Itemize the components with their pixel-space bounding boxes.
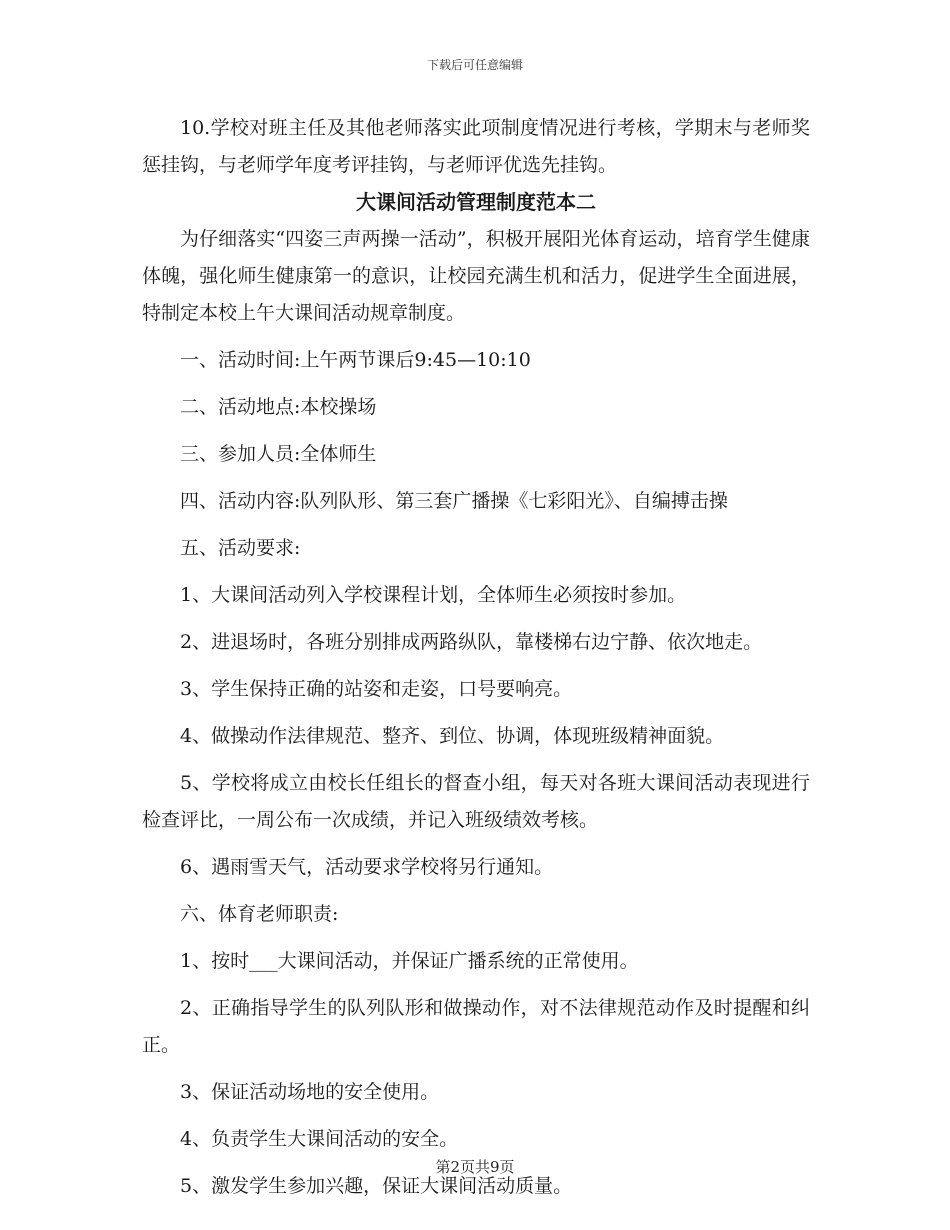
- page-header-note: 下载后可任意编辑: [426, 58, 523, 72]
- body-paragraph: 一、活动时间:上午两节课后9:45—10:10: [180, 349, 531, 371]
- body-paragraph: 2、正确指导学生的队列队形和做操动作，对不法律规范动作及时提醒和纠正。: [142, 997, 810, 1056]
- body-paragraph: 二、活动地点:本校操场: [180, 396, 377, 418]
- body-paragraph: 1、大课间活动列入学校课程计划，全体师生必须按时参加。: [180, 584, 687, 606]
- body-paragraph: 1、按时___大课间活动，并保证广播系统的正常使用。: [180, 950, 639, 972]
- document-body: [142, 110, 810, 1215]
- body-paragraph: 5、激发学生参加兴趣，保证大课间活动质量。: [180, 1175, 573, 1197]
- section-title: 大课间活动管理制度范本二: [356, 190, 596, 214]
- body-paragraph: 5、学校将成立由校长任组长的督查小组，每天对各班大课间活动表现进行检查评比，一周公布一次成绩，并记入班级绩效考核。: [142, 772, 810, 831]
- body-paragraph: 六、体育老师职责:: [180, 903, 339, 925]
- page-footer: 第2页共9页: [435, 1158, 515, 1176]
- body-paragraph: 为仔细落实“四姿三声两操一活动”，积极开展阳光体育运动，培育学生健康体魄，强化师生健康第一的意识，让校园充满生机和活力，促进学生全面进展，特制定本校上午大课间活动规章制度。: [142, 228, 810, 324]
- body-paragraph: 3、保证活动场地的安全使用。: [180, 1081, 440, 1103]
- body-paragraph: 三、参加人员:全体师生: [180, 443, 377, 465]
- body-paragraph: 四、活动内容:队列队形、第三套广播操《七彩阳光》、自编搏击操: [180, 490, 728, 512]
- body-paragraph: 五、活动要求:: [180, 537, 301, 559]
- body-paragraph: 3、学生保持正确的站姿和走姿，口号要响亮。: [180, 678, 573, 700]
- body-paragraph: 10.学校对班主任及其他老师落实此项制度情况进行考核，学期末与老师奖惩挂钩，与老师学年度考评挂钩，与老师评优选先挂钩。: [142, 117, 810, 176]
- body-paragraph: 4、做操动作法律规范、整齐、到位、协调，体现班级精神面貌。: [180, 725, 725, 747]
- body-paragraph: 2、进退场时，各班分别排成两路纵队，靠楼梯右边宁静、依次地走。: [180, 631, 763, 653]
- body-paragraph: 6、遇雨雪天气，活动要求学校将另行通知。: [180, 856, 554, 878]
- body-paragraph: 4、负责学生大课间活动的安全。: [180, 1128, 459, 1150]
